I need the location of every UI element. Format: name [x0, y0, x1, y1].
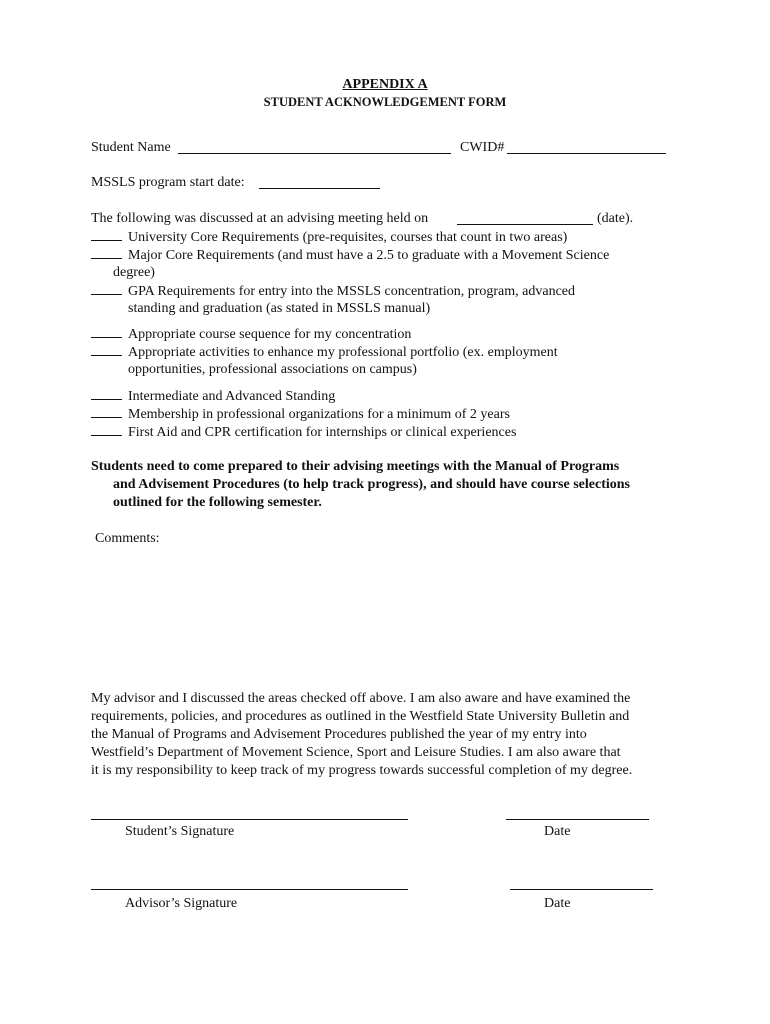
page-title: APPENDIX A [342, 77, 428, 92]
check-blank[interactable] [91, 246, 122, 259]
check-blank[interactable] [91, 405, 122, 418]
notice-line: Students need to come prepared to their advising meetings with the Manual of Programs [91, 459, 620, 474]
start-date-field[interactable] [259, 188, 380, 189]
meeting-date-field[interactable] [457, 224, 593, 225]
student-date-label: Date [544, 824, 571, 839]
check-blank[interactable] [91, 423, 122, 436]
checklist-item-continued: standing and graduation (as stated in MSSLS manual) [128, 301, 431, 316]
meeting-intro-text: The following was discussed at an advising meeting held on [91, 211, 429, 226]
statement-line: requirements, policies, and procedures as outlined in the Westfield State University Bulletin and [91, 709, 630, 724]
checklist-item: First Aid and CPR certification for internships or clinical experiences [91, 423, 516, 442]
checklist-item: GPA Requirements for entry into the MSSLS concentration, program, advanced [91, 282, 575, 301]
checklist-item: Appropriate activities to enhance my professional portfolio (ex. employment [91, 343, 558, 362]
checklist-item: Intermediate and Advanced Standing [91, 387, 335, 406]
checklist-item-continued: degree) [113, 265, 155, 280]
checklist-item: Appropriate course sequence for my concentration [91, 325, 411, 344]
comments-area[interactable] [91, 552, 671, 682]
statement-line: Westfield’s Department of Movement Science, Sport and Leisure Studies. I am also aware that [91, 745, 621, 760]
student-name-label: Student Name [91, 140, 171, 155]
advisor-date-line[interactable] [510, 889, 653, 890]
notice-line: and Advisement Procedures (to help track progress), and should have course selections [113, 477, 630, 492]
check-blank[interactable] [91, 343, 122, 356]
checklist-item: Membership in professional organizations for a minimum of 2 years [91, 405, 510, 424]
check-blank[interactable] [91, 387, 122, 400]
student-signature-line[interactable] [91, 819, 408, 820]
student-date-line[interactable] [506, 819, 649, 820]
checklist-item: Major Core Requirements (and must have a 2.5 to graduate with a Movement Science [91, 246, 609, 265]
start-date-label: MSSLS program start date: [91, 175, 245, 190]
statement-line: My advisor and I discussed the areas checked off above. I am also aware and have examined the [91, 691, 631, 706]
page-subtitle: STUDENT ACKNOWLEDGEMENT FORM [263, 95, 507, 109]
checklist-item: University Core Requirements (pre-requisites, courses that count in two areas) [91, 228, 567, 247]
advisor-date-label: Date [544, 896, 571, 911]
checklist-item-continued: opportunities, professional associations on campus) [128, 362, 417, 377]
statement-line: it is my responsibility to keep track of my progress towards successful completion of my degree. [91, 763, 633, 778]
comments-label: Comments: [95, 531, 160, 546]
advisor-signature-label: Advisor’s Signature [125, 896, 238, 911]
meeting-date-suffix: (date). [597, 211, 634, 226]
cwid-label: CWID# [460, 140, 505, 155]
check-blank[interactable] [91, 325, 122, 338]
notice-line: outlined for the following semester. [113, 495, 322, 510]
student-signature-label: Student’s Signature [125, 824, 235, 839]
student-name-field[interactable] [178, 153, 451, 154]
advisor-signature-line[interactable] [91, 889, 408, 890]
cwid-field[interactable] [507, 153, 666, 154]
statement-line: the Manual of Programs and Advisement Procedures published the year of my entry into [91, 727, 587, 742]
check-blank[interactable] [91, 282, 122, 295]
check-blank[interactable] [91, 228, 122, 241]
